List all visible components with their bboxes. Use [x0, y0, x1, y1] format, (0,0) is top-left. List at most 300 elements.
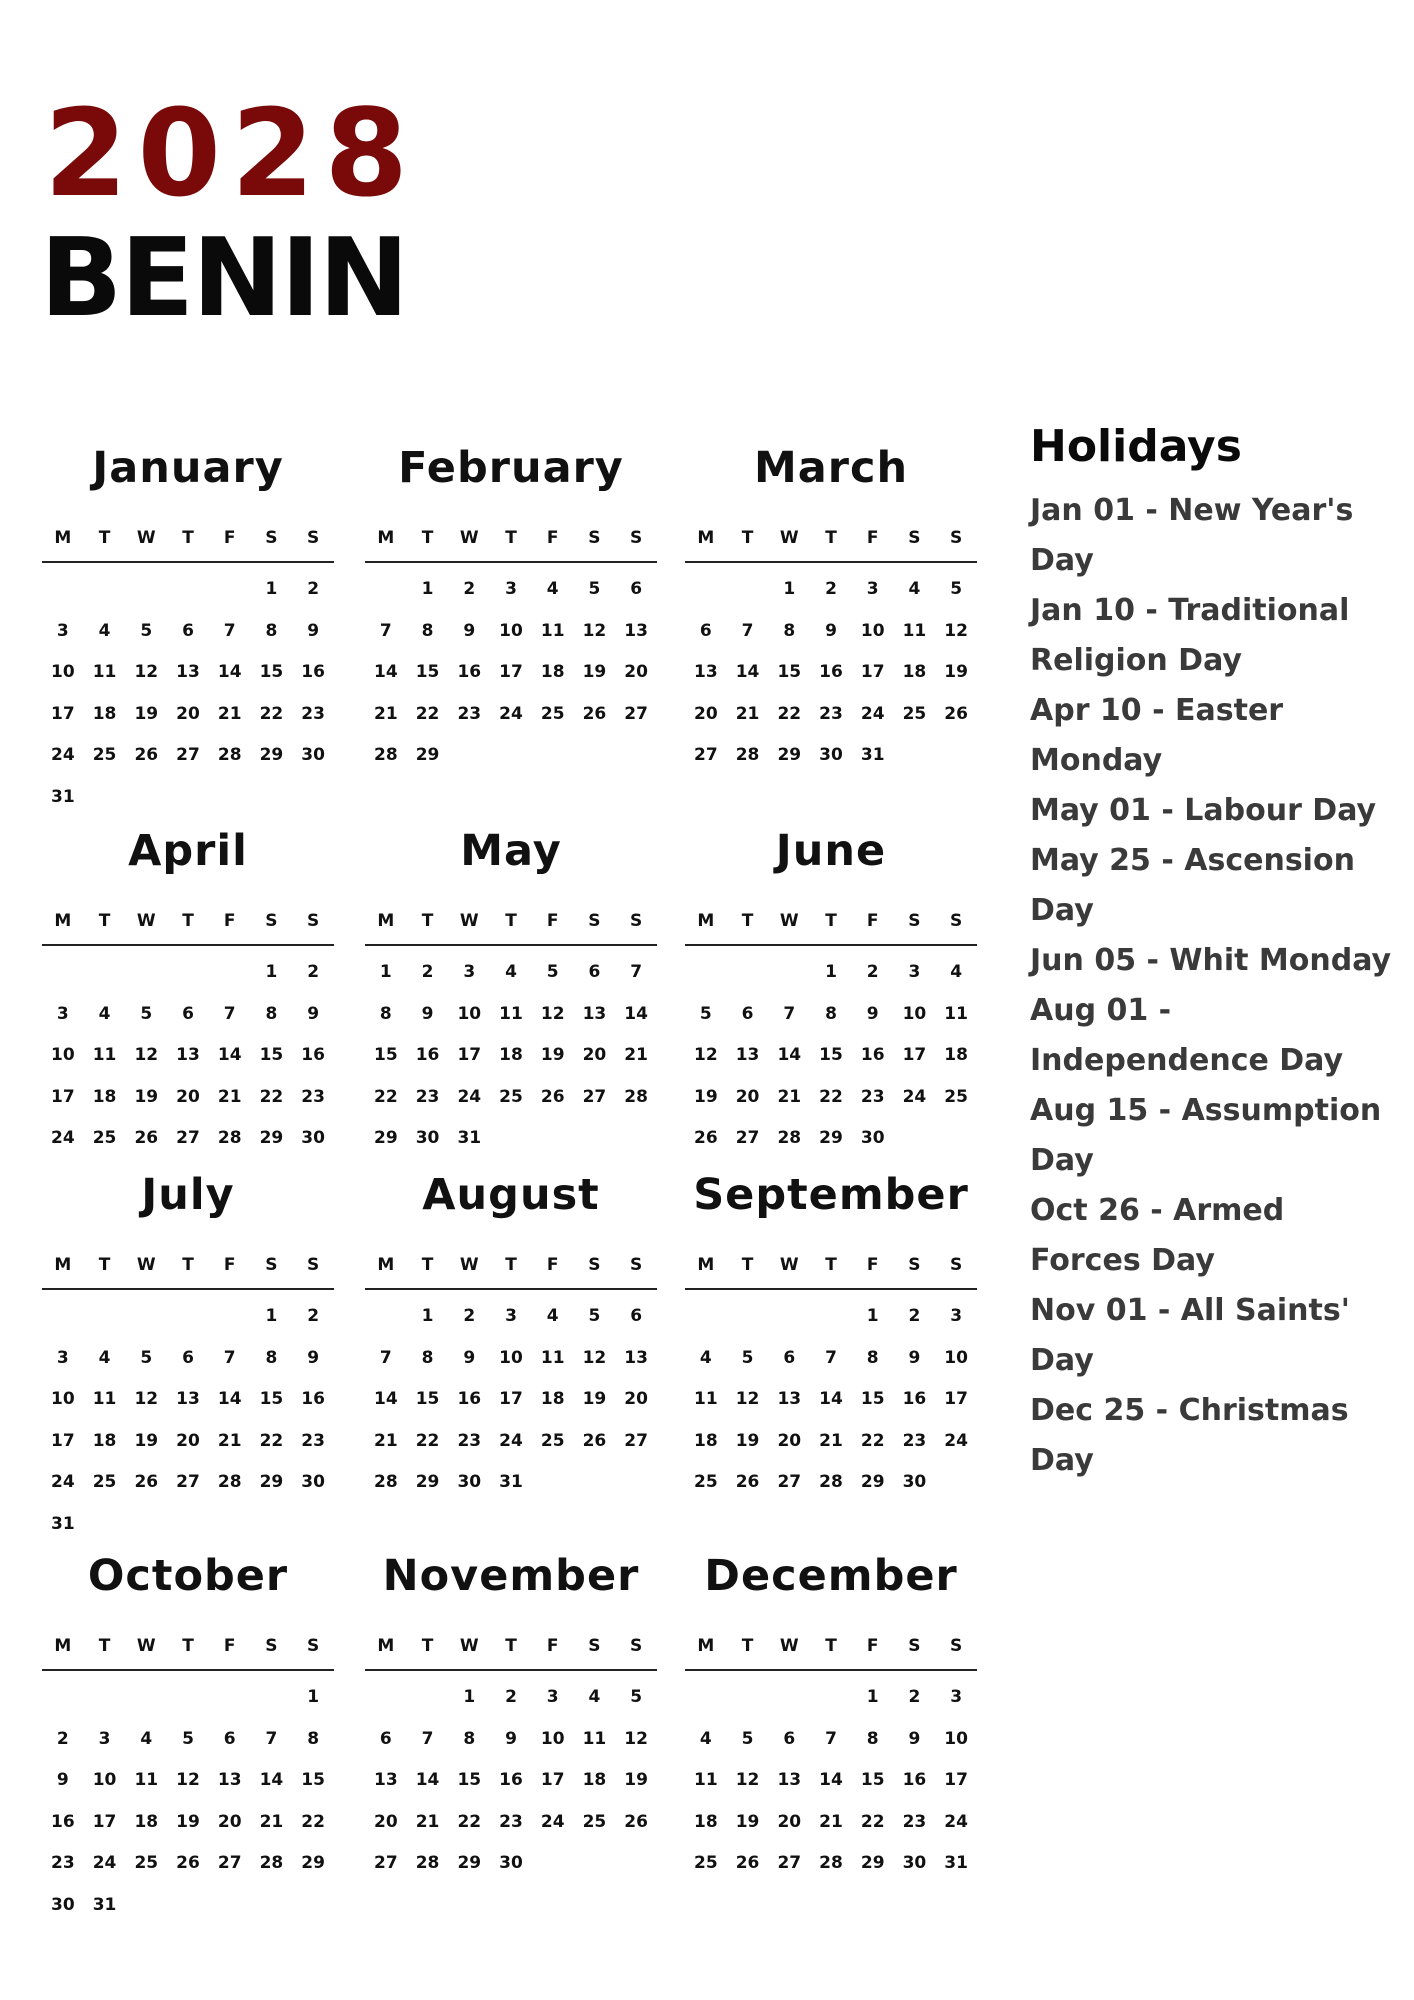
day-cell: 5	[741, 1728, 754, 1749]
day-cell: 21	[259, 1811, 284, 1832]
day-cell: 4	[699, 1347, 712, 1368]
day-cell: 14	[217, 1045, 242, 1065]
day-cell: 10	[540, 1728, 565, 1749]
weekday-label: S	[588, 1255, 601, 1275]
day-cell: 24	[944, 1811, 968, 1832]
day-blank	[365, 1296, 407, 1338]
day-cell: 6	[783, 1728, 796, 1749]
day-cell: 8	[421, 620, 434, 641]
day-cell: 13	[624, 1347, 648, 1368]
weekday-label: F	[546, 911, 559, 931]
day-cell: 29	[457, 1853, 482, 1873]
day-cell: 6	[588, 962, 601, 982]
day-cell: 17	[457, 1045, 482, 1065]
day-cell: 8	[379, 1003, 392, 1024]
day-cell: 26	[134, 745, 159, 765]
day-cell: 15	[259, 1389, 284, 1409]
weekday-header	[42, 515, 334, 563]
day-cell: 31	[92, 1894, 117, 1915]
day-grid	[42, 1671, 334, 1926]
month-august	[365, 1164, 657, 1504]
day-cell: 21	[735, 703, 760, 724]
month-name: August	[422, 1170, 600, 1220]
day-cell: 23	[902, 1811, 927, 1832]
day-cell: 18	[540, 662, 565, 682]
weekday-label: W	[779, 1636, 799, 1656]
day-cell: 8	[421, 1347, 434, 1368]
weekday-label: F	[223, 1636, 236, 1656]
day-cell: 31	[51, 1513, 75, 1534]
day-cell: 18	[902, 662, 927, 682]
holiday-item: Aug 15 - Assumption Day	[1030, 1093, 1382, 1178]
day-cell: 13	[694, 662, 718, 682]
day-cell: 24	[540, 1811, 565, 1832]
day-cell: 31	[499, 1472, 523, 1492]
day-cell: 21	[624, 1045, 648, 1065]
day-cell: 3	[505, 1306, 517, 1326]
day-cell: 13	[777, 1770, 802, 1790]
day-cell: 26	[582, 703, 607, 724]
day-cell: 2	[463, 1306, 476, 1326]
holiday-list	[1030, 486, 1400, 1486]
day-cell: 7	[421, 1728, 434, 1749]
day-cell: 9	[307, 1003, 320, 1024]
day-cell: 14	[819, 1770, 843, 1790]
day-cell: 5	[741, 1347, 754, 1368]
day-cell: 7	[630, 962, 643, 982]
day-cell: 28	[819, 1853, 843, 1873]
day-cell: 25	[499, 1086, 523, 1107]
year-title: 2028	[44, 85, 418, 224]
day-cell: 4	[699, 1728, 712, 1749]
day-cell: 12	[735, 1770, 760, 1790]
day-cell: 26	[735, 1853, 760, 1873]
day-cell: 15	[777, 662, 802, 682]
weekday-label: T	[421, 1636, 434, 1656]
day-cell: 27	[777, 1853, 802, 1873]
weekday-header	[685, 1242, 977, 1290]
weekday-label: S	[588, 911, 601, 931]
day-blank	[125, 1677, 167, 1719]
day-cell: 20	[176, 703, 200, 724]
day-cell: 2	[908, 1306, 921, 1326]
month-name: January	[92, 443, 284, 493]
day-cell: 16	[819, 662, 843, 682]
day-cell: 13	[624, 620, 648, 641]
weekday-label: W	[779, 528, 799, 548]
day-blank	[167, 952, 209, 994]
month-july	[42, 1164, 334, 1545]
day-cell: 14	[624, 1003, 648, 1024]
weekday-label: F	[866, 1636, 879, 1656]
weekday-label: S	[307, 1255, 320, 1275]
day-cell: 19	[134, 703, 159, 724]
day-cell: 5	[699, 1003, 712, 1024]
day-cell: 19	[694, 1086, 718, 1107]
day-cell: 16	[499, 1770, 523, 1790]
weekday-label: T	[505, 1636, 517, 1656]
day-blank	[768, 1677, 810, 1719]
weekday-header	[42, 1242, 334, 1290]
day-cell: 19	[582, 662, 607, 682]
day-cell: 9	[463, 620, 476, 641]
day-cell: 9	[908, 1728, 921, 1749]
day-cell: 7	[379, 1347, 392, 1368]
day-cell: 7	[265, 1728, 278, 1749]
day-cell: 1	[265, 579, 278, 599]
weekday-label: S	[630, 1255, 643, 1275]
weekday-label: S	[950, 1255, 963, 1275]
day-cell: 22	[860, 1811, 885, 1832]
weekday-header	[42, 1623, 334, 1671]
day-cell: 6	[630, 1306, 643, 1326]
day-cell: 1	[866, 1687, 879, 1707]
day-cell: 10	[860, 620, 885, 641]
weekday-label: S	[307, 911, 320, 931]
day-cell: 5	[950, 579, 963, 599]
day-cell: 14	[217, 1389, 242, 1409]
day-cell: 4	[546, 579, 559, 599]
weekday-label: F	[866, 1255, 879, 1275]
day-grid	[685, 563, 977, 777]
day-cell: 22	[259, 1086, 284, 1107]
weekday-label: F	[223, 1255, 236, 1275]
weekday-label: W	[136, 911, 156, 931]
day-cell: 15	[301, 1770, 325, 1790]
weekday-label: F	[223, 911, 236, 931]
month-name: May	[460, 826, 562, 876]
day-cell: 11	[92, 662, 117, 682]
weekday-label: T	[505, 911, 517, 931]
day-cell: 26	[582, 1430, 607, 1451]
day-cell: 10	[944, 1347, 968, 1368]
day-cell: 15	[819, 1045, 843, 1065]
day-blank	[42, 1677, 84, 1719]
holiday-item: May 01 - Labour Day	[1030, 793, 1377, 828]
day-cell: 20	[694, 703, 718, 724]
weekday-label: T	[98, 911, 111, 931]
day-cell: 23	[457, 1430, 482, 1451]
day-cell: 1	[866, 1306, 879, 1326]
day-cell: 18	[944, 1045, 968, 1065]
weekday-label: F	[223, 528, 236, 548]
day-cell: 12	[582, 1347, 607, 1368]
day-blank	[768, 952, 810, 994]
day-blank	[251, 1677, 293, 1719]
day-cell: 10	[902, 1003, 927, 1024]
day-cell: 12	[735, 1389, 760, 1409]
day-cell: 30	[301, 1128, 325, 1148]
day-cell: 9	[908, 1347, 921, 1368]
day-cell: 8	[463, 1728, 476, 1749]
day-blank	[727, 569, 769, 611]
weekday-label: W	[136, 528, 156, 548]
month-name: September	[693, 1170, 969, 1220]
day-cell: 5	[182, 1728, 194, 1749]
day-cell: 22	[374, 1086, 398, 1107]
weekday-label: S	[908, 911, 921, 931]
day-cell: 25	[92, 1128, 117, 1148]
day-cell: 4	[950, 962, 963, 982]
day-cell: 17	[51, 1086, 75, 1107]
day-cell: 24	[51, 1472, 75, 1492]
day-cell: 30	[51, 1894, 75, 1915]
weekday-label: F	[866, 528, 879, 548]
weekday-label: S	[630, 1636, 643, 1656]
day-cell: 23	[457, 703, 482, 724]
day-cell: 20	[777, 1430, 802, 1451]
day-cell: 29	[860, 1853, 885, 1873]
day-cell: 27	[374, 1853, 398, 1873]
day-cell: 21	[217, 1430, 242, 1451]
weekday-label: T	[505, 1255, 517, 1275]
day-cell: 29	[301, 1853, 325, 1873]
day-blank	[727, 1677, 769, 1719]
day-cell: 30	[860, 1128, 885, 1148]
day-cell: 16	[457, 1389, 482, 1409]
day-blank	[84, 1677, 126, 1719]
day-cell: 3	[463, 962, 476, 982]
day-cell: 25	[92, 1472, 117, 1492]
month-name: February	[398, 443, 624, 493]
day-cell: 27	[176, 1472, 200, 1492]
weekday-label: T	[182, 528, 194, 548]
day-cell: 16	[301, 1045, 325, 1065]
day-cell: 23	[499, 1811, 523, 1832]
weekday-label: S	[950, 1636, 963, 1656]
day-cell: 11	[902, 620, 927, 641]
day-cell: 18	[694, 1430, 718, 1451]
day-grid	[685, 1290, 977, 1504]
holiday-item: Jan 01 - New Year's Day	[1030, 493, 1354, 578]
day-cell: 11	[540, 620, 565, 641]
day-cell: 5	[140, 1347, 153, 1368]
day-cell: 2	[421, 962, 434, 982]
day-cell: 22	[415, 703, 440, 724]
day-grid	[42, 563, 334, 818]
day-cell: 5	[588, 1306, 601, 1326]
day-cell: 8	[265, 1347, 278, 1368]
weekday-label: S	[265, 911, 278, 931]
weekday-label: S	[265, 1636, 278, 1656]
weekday-label: S	[630, 528, 643, 548]
weekday-label: M	[54, 1636, 72, 1656]
day-cell: 17	[944, 1770, 968, 1790]
weekday-label: M	[697, 1636, 715, 1656]
weekday-label: T	[98, 1255, 111, 1275]
day-cell: 5	[630, 1687, 643, 1707]
day-cell: 20	[217, 1811, 242, 1832]
day-cell: 24	[457, 1086, 482, 1107]
day-cell: 16	[902, 1770, 927, 1790]
day-cell: 22	[457, 1811, 482, 1832]
day-cell: 11	[92, 1389, 117, 1409]
day-cell: 19	[624, 1770, 648, 1790]
day-cell: 4	[588, 1687, 601, 1707]
day-blank	[42, 952, 84, 994]
month-october	[42, 1545, 334, 1926]
day-cell: 12	[694, 1045, 718, 1065]
day-cell: 11	[944, 1003, 968, 1024]
weekday-label: T	[421, 911, 434, 931]
weekday-label: M	[697, 911, 715, 931]
day-cell: 22	[860, 1430, 885, 1451]
day-cell: 20	[176, 1430, 200, 1451]
day-cell: 24	[51, 1128, 75, 1148]
day-cell: 15	[415, 662, 440, 682]
weekday-label: S	[950, 911, 963, 931]
day-cell: 23	[902, 1430, 927, 1451]
day-blank	[167, 569, 209, 611]
weekday-header	[685, 515, 977, 563]
weekday-label: T	[421, 1255, 434, 1275]
day-cell: 25	[694, 1472, 718, 1492]
weekday-header	[685, 898, 977, 946]
day-cell: 25	[540, 1430, 565, 1451]
day-blank	[84, 1296, 126, 1338]
day-blank	[125, 1296, 167, 1338]
day-cell: 11	[540, 1347, 565, 1368]
day-cell: 20	[735, 1086, 760, 1107]
day-cell: 23	[51, 1853, 75, 1873]
weekday-label: M	[54, 911, 72, 931]
day-cell: 12	[176, 1770, 200, 1790]
day-cell: 1	[825, 962, 837, 982]
day-cell: 18	[92, 1430, 117, 1451]
day-blank	[810, 1677, 852, 1719]
weekday-label: T	[825, 911, 837, 931]
day-blank	[685, 952, 727, 994]
day-cell: 25	[134, 1853, 159, 1873]
day-cell: 9	[56, 1770, 69, 1790]
day-blank	[209, 952, 251, 994]
day-cell: 15	[860, 1770, 885, 1790]
day-cell: 28	[374, 1472, 398, 1492]
weekday-label: F	[546, 1636, 559, 1656]
day-cell: 12	[944, 620, 968, 641]
day-blank	[768, 1296, 810, 1338]
day-cell: 30	[902, 1853, 927, 1873]
day-cell: 25	[92, 745, 117, 765]
day-cell: 11	[92, 1045, 117, 1065]
day-cell: 12	[624, 1728, 648, 1749]
day-cell: 8	[265, 620, 278, 641]
day-blank	[125, 952, 167, 994]
day-cell: 19	[735, 1811, 760, 1832]
day-cell: 13	[217, 1770, 242, 1790]
day-cell: 14	[777, 1045, 802, 1065]
day-cell: 26	[735, 1472, 760, 1492]
weekday-label: T	[421, 528, 434, 548]
day-cell: 19	[134, 1430, 159, 1451]
day-cell: 9	[307, 620, 320, 641]
day-cell: 27	[217, 1853, 242, 1873]
day-cell: 6	[182, 1347, 194, 1368]
day-cell: 4	[546, 1306, 559, 1326]
holiday-item: Aug 01 - Independence Day	[1030, 993, 1344, 1078]
day-cell: 16	[301, 662, 325, 682]
day-cell: 6	[182, 1003, 194, 1024]
day-cell: 2	[307, 962, 320, 982]
day-cell: 28	[735, 745, 760, 765]
day-blank	[209, 1677, 251, 1719]
day-blank	[167, 1296, 209, 1338]
month-february	[365, 437, 657, 777]
day-cell: 13	[176, 1389, 200, 1409]
weekday-label: M	[377, 1255, 395, 1275]
day-blank	[407, 1677, 449, 1719]
weekday-label: T	[825, 1636, 837, 1656]
day-cell: 15	[259, 1045, 284, 1065]
day-cell: 25	[944, 1086, 968, 1107]
day-cell: 22	[777, 703, 802, 724]
day-cell: 30	[499, 1853, 523, 1873]
day-cell: 19	[176, 1811, 200, 1832]
day-cell: 14	[259, 1770, 284, 1790]
day-cell: 7	[783, 1003, 796, 1024]
day-cell: 18	[92, 703, 117, 724]
day-cell: 21	[819, 1430, 843, 1451]
weekday-label: S	[630, 911, 643, 931]
day-cell: 26	[540, 1086, 565, 1107]
day-cell: 25	[694, 1853, 718, 1873]
day-cell: 30	[301, 745, 325, 765]
day-cell: 6	[223, 1728, 236, 1749]
day-blank	[685, 569, 727, 611]
day-cell: 2	[908, 1687, 921, 1707]
day-cell: 14	[415, 1770, 440, 1790]
weekday-label: S	[588, 1636, 601, 1656]
day-grid	[685, 1671, 977, 1885]
weekday-label: T	[98, 528, 111, 548]
day-cell: 21	[374, 703, 398, 724]
weekday-label: T	[182, 1255, 194, 1275]
day-cell: 14	[819, 1389, 843, 1409]
day-blank	[42, 569, 84, 611]
day-cell: 2	[307, 579, 320, 599]
day-cell: 8	[265, 1003, 278, 1024]
day-cell: 28	[819, 1472, 843, 1492]
day-cell: 3	[56, 620, 69, 641]
day-cell: 16	[860, 1045, 885, 1065]
month-may	[365, 820, 657, 1160]
weekday-label: S	[908, 528, 921, 548]
weekday-header	[365, 1242, 657, 1290]
month-name: March	[753, 443, 909, 493]
weekday-label: T	[182, 911, 194, 931]
day-cell: 1	[265, 962, 278, 982]
day-cell: 17	[51, 703, 75, 724]
day-cell: 15	[374, 1045, 398, 1065]
day-cell: 2	[463, 579, 476, 599]
day-blank	[727, 952, 769, 994]
weekday-label: W	[459, 528, 479, 548]
day-cell: 3	[56, 1003, 69, 1024]
day-cell: 27	[582, 1086, 607, 1107]
weekday-label: W	[779, 1255, 799, 1275]
day-blank	[727, 1296, 769, 1338]
month-december	[685, 1545, 977, 1885]
day-cell: 29	[415, 745, 440, 765]
day-cell: 7	[825, 1728, 837, 1749]
day-cell: 16	[415, 1045, 440, 1065]
holiday-item: Nov 01 - All Saints' Day	[1030, 1293, 1350, 1378]
day-blank	[365, 569, 407, 611]
day-cell: 9	[307, 1347, 320, 1368]
day-cell: 4	[98, 1003, 111, 1024]
day-cell: 4	[98, 1347, 111, 1368]
day-cell: 10	[92, 1770, 117, 1790]
